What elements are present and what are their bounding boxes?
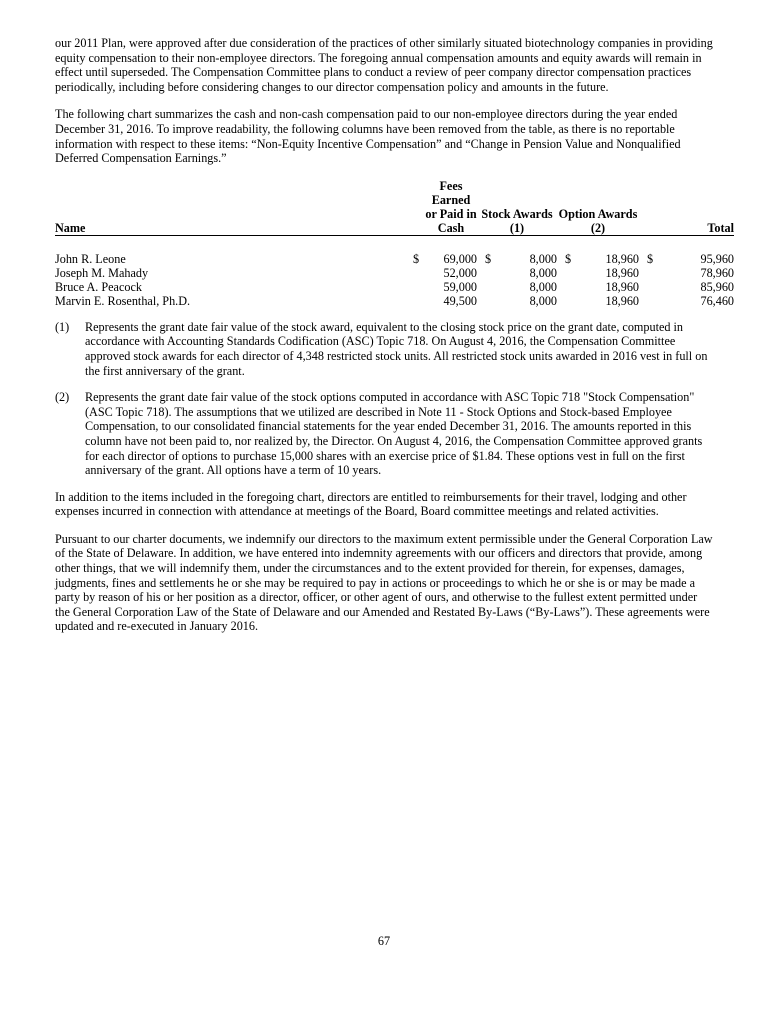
option-cell: 18,960 [605,265,639,280]
stock-cell: 8,000 [529,279,557,294]
fees-cell: 52,000 [443,265,477,280]
footnote-1 [55,320,715,378]
option-cell: 18,960 [605,251,639,266]
stock-cell: 8,000 [529,265,557,280]
director-compensation-table [55,179,734,308]
fees-cell: 49,500 [443,293,477,308]
header-option: Option Awards (2) [558,206,638,235]
paragraph-chart-intro: The following chart summarizes the cash and non-cash compensation paid to our non-employee directors during the year ended December 31, 2016. To improve readability, the following columns have been removed from the table, as there is no reportable information with respect to these items: “Non-Equity Incentive Compensation” and “Change in Pension Value and Nonqualified Deferred Compensation Earnings.” [55,107,681,166]
footnote-2 [55,390,715,478]
total-cell: 78,960 [700,265,734,280]
currency-symbol: $ [647,251,654,266]
stock-cell: 8,000 [529,251,557,266]
total-cell: 95,960 [700,251,734,266]
director-name: Joseph M. Mahady [55,265,149,280]
footnote-number: (1) [55,319,70,334]
header-name: Name [55,220,86,235]
paragraph-plan: our 2011 Plan, were approved after due consideration of the practices of other similarly situated biotechnology companies in providing equity compensation to their non-employee directors. The foregoing annual compensation amounts and equity awards will remain in effect until superseded. The Compensation Committee plans to conduct a review of peer company director compensation practices periodically, including before considering changes to our director compensation policy and amounts in the future. [55,36,713,94]
option-cell: 18,960 [605,293,639,308]
director-name: Marvin E. Rosenthal, Ph.D. [55,293,191,308]
paragraph-reimbursements: In addition to the items included in the foregoing chart, directors are entitled to reimbursements for their travel, lodging and other expenses incurred in connection with attendance at meetings of the Board, Board committee meetings and related activities. [55,489,687,519]
total-cell: 85,960 [700,279,734,294]
fees-cell: 59,000 [443,279,477,294]
fees-cell: 69,000 [443,251,477,266]
header-stock: Stock Awards (1) [481,206,553,235]
total-cell: 76,460 [700,293,734,308]
table-row [55,294,734,308]
option-cell: 18,960 [605,279,639,294]
stock-cell: 8,000 [529,293,557,308]
header-fees: Fees Earned or Paid in Cash [425,178,477,235]
director-name: Bruce A. Peacock [55,279,142,294]
director-name: John R. Leone [55,251,126,266]
footnote-text: Represents the grant date fair value of the stock award, equivalent to the closing stock price on the grant date, computed in accordance with Accounting Standards Codification (ASC) Topic 718. On August 4, 2016, the Compensation Committee approved stock awards for each director of 4,348 restricted stock units. All restricted stock units awarded in 2016 vest in full on the first anniversary of the grant. [85,319,708,378]
page-number: 67 [377,934,391,949]
currency-symbol: $ [413,251,420,266]
table-row [55,266,734,280]
footnote-text: Represents the grant date fair value of the stock options computed in accordance with ASC Topic 718 "Stock Compensation" (ASC Topic 718). The assumptions that we utilized are described in Note 11 - Stock Options and Stock-based Employee Compensation, to our consolidated financial statements for the year ended December 31, 2016. The amounts reported in this column have not been paid to, nor realized by, the Director. On August 4, 2016, the Compensation Committee approved grants for each director of options to purchase 15,000 shares with an exercise price of $1.84. These options vest in full on the first anniversary of the grant. All options have a term of 10 years. [85,390,703,478]
table-row [55,280,734,294]
footnote-number: (2) [55,390,70,405]
table-row [55,252,734,266]
currency-symbol: $ [565,251,572,266]
header-total: Total [707,220,734,235]
currency-symbol: $ [485,251,492,266]
paragraph-indemnification: Pursuant to our charter documents, we indemnify our directors to the maximum extent permissible under the General Corporation Law of the State of Delaware. In addition, we have entered into indemnity agreements with our officers and directors that provide, among other things, that we will indemnify them, under the circumstances and to the extent provided for therein, for expenses, damages, judgments, fines and settlements he or she may be required to pay in actions or proceedings to which he or she is or may be made a party by reason of his or her position as a director, officer, or other agent of ours, and otherwise to the fullest extent permitted under the General Corporation Law of the State of Delaware and our Amended and Restated By-Laws (“By-Laws”). These agreements were updated and re-executed in January 2016. [55,531,713,634]
